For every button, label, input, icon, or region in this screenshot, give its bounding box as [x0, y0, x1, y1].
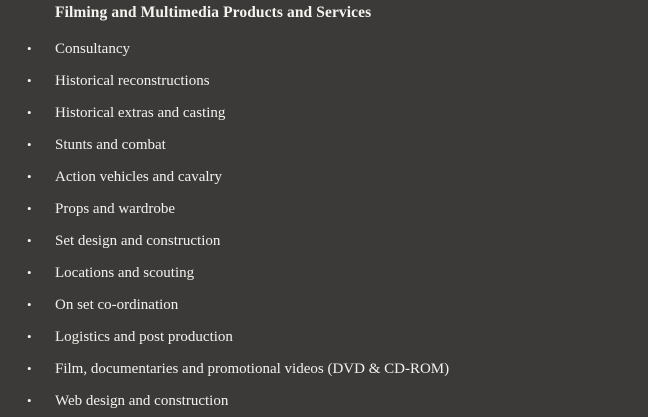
list-item	[0, 129, 648, 161]
list-item-label: Film, documentaries and promotional videos (DVD & CD-ROM)	[55, 361, 450, 377]
list-item	[0, 353, 648, 385]
list-item-label: Stunts and combat	[55, 137, 166, 153]
page-title: Filming and Multimedia Products and Services	[55, 4, 372, 21]
list-item	[0, 385, 648, 417]
bullet-icon: •	[27, 169, 32, 184]
list-item-label: Consultancy	[55, 41, 130, 57]
list-item-label: Action vehicles and cavalry	[55, 169, 223, 185]
list-item	[0, 33, 648, 65]
list-item-label: Web design and construction	[55, 393, 229, 409]
list-item	[0, 97, 648, 129]
bullet-icon: •	[27, 73, 32, 88]
bullet-icon: •	[27, 265, 32, 280]
list-item-label: Set design and construction	[55, 233, 221, 249]
list-item-label: Props and wardrobe	[55, 201, 175, 217]
bullet-icon: •	[27, 137, 32, 152]
bullet-icon: •	[27, 41, 32, 56]
list-item-label: Logistics and post production	[55, 329, 233, 345]
bullet-icon: •	[27, 105, 32, 120]
bullet-icon: •	[27, 361, 32, 376]
list-item-label: On set co-ordination	[55, 297, 179, 313]
list-item-label: Historical reconstructions	[55, 73, 210, 89]
bullet-icon: •	[27, 297, 32, 312]
list-item	[0, 161, 648, 193]
list-item-label: Historical extras and casting	[55, 105, 226, 121]
list-item	[0, 289, 648, 321]
list-item	[0, 225, 648, 257]
list-item	[0, 65, 648, 97]
bullet-icon: •	[27, 233, 32, 248]
bullet-icon: •	[27, 329, 32, 344]
list-item	[0, 257, 648, 289]
list-item-label: Locations and scouting	[55, 265, 195, 281]
services-list	[0, 33, 648, 417]
list-item	[0, 321, 648, 353]
bullet-icon: •	[27, 201, 32, 216]
list-item	[0, 193, 648, 225]
bullet-icon: •	[27, 393, 32, 408]
